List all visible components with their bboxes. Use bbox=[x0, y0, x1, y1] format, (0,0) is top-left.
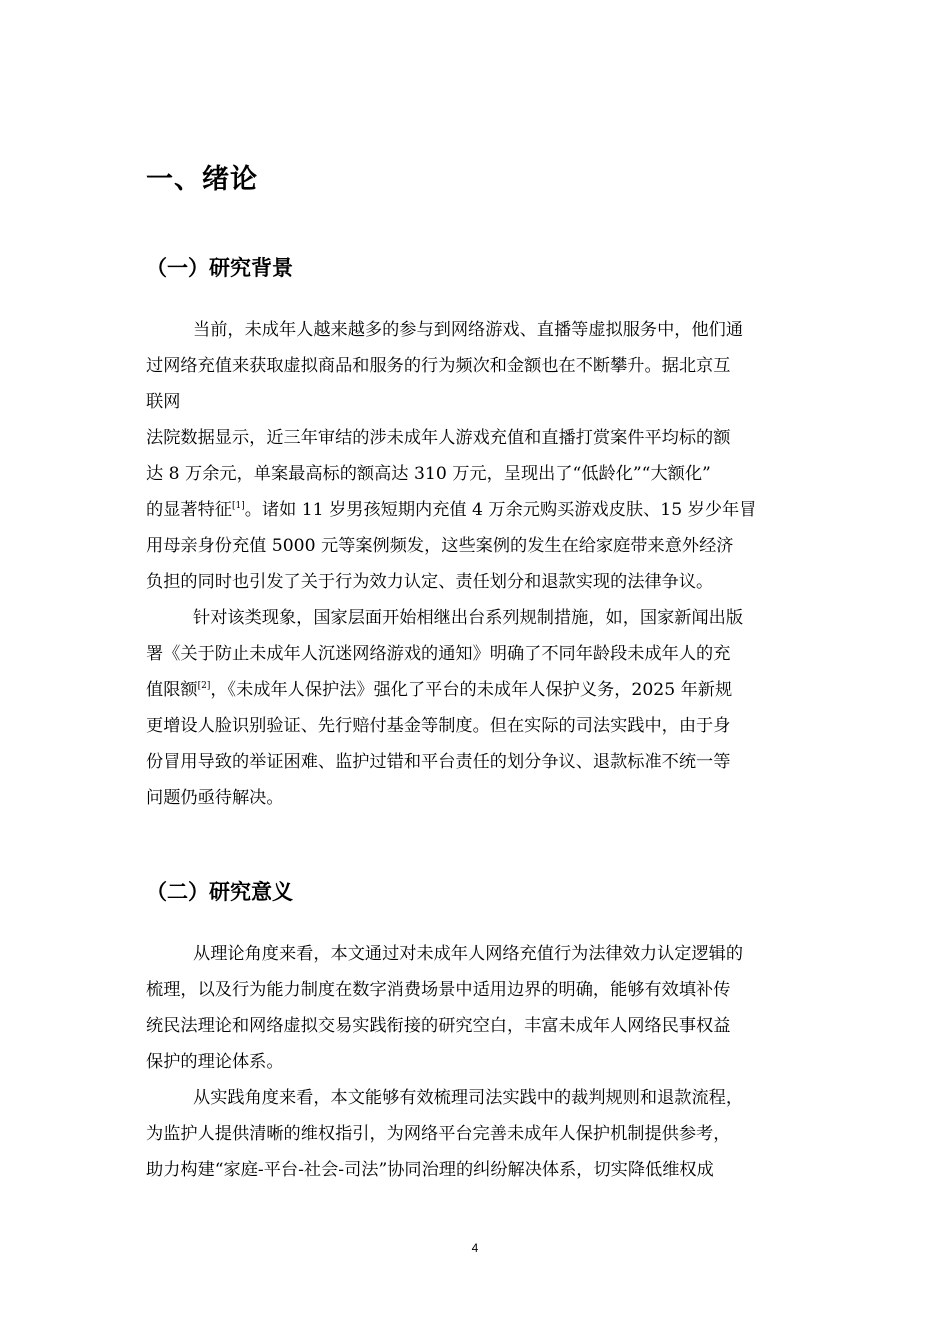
paragraph-line: 法院数据显示，近三年审结的涉未成年人游戏充值和直播打赏案件平均标的额 bbox=[146, 428, 731, 448]
paragraph-line bbox=[146, 497, 756, 523]
paragraph-line: 梳理，以及行为能力制度在数字消费场景中适用边界的明确，能够有效填补传 bbox=[146, 980, 731, 1000]
paragraph-line: 过网络充值来获取虚拟商品和服务的行为频次和金额也在不断攀升。据北京互 bbox=[146, 356, 731, 376]
paragraph-line: 从理论角度来看，本文通过对未成年人网络充值行为法律效力认定逻辑的 bbox=[193, 944, 744, 964]
paragraph-line: 保护的理论体系。 bbox=[146, 1052, 284, 1072]
section-heading-significance: （二）研究意义 bbox=[146, 880, 293, 904]
paragraph-line: 更增设人脸识别验证、先行赔付基金等制度。但在实际的司法实践中，由于身 bbox=[146, 716, 731, 736]
paragraph-line: 负担的同时也引发了关于行为效力认定、责任划分和退款实现的法律争议。 bbox=[146, 572, 714, 592]
citation-ref: [2] bbox=[197, 681, 211, 691]
section-heading-background: （一）研究背景 bbox=[146, 256, 293, 280]
text-span: 。诸如 11 岁男孩短期内充值 4 万余元购买游戏皮肤、15 岁少年冒 bbox=[244, 500, 757, 520]
text-span: 的显著特征 bbox=[146, 500, 232, 520]
page-number: 4 bbox=[471, 1241, 479, 1255]
text-span: 值限额 bbox=[146, 680, 198, 700]
paragraph-line bbox=[146, 677, 732, 703]
paragraph-line: 署《关于防止未成年人沉迷网络游戏的通知》明确了不同年龄段未成年人的充 bbox=[146, 644, 731, 664]
text-span: ，《未成年人保护法》强化了平台的未成年人保护义务，2025 年新规 bbox=[210, 680, 733, 700]
paragraph-line: 问题仍亟待解决。 bbox=[146, 788, 284, 808]
paragraph-line: 份冒用导致的举证困难、监护过错和平台责任的划分争议、退款标准不统一等 bbox=[146, 752, 731, 772]
paragraph-line: 达 8 万余元，单案最高标的额高达 310 万元，呈现出了“低龄化”“大额化” bbox=[146, 464, 711, 484]
paragraph-line: 联网 bbox=[146, 392, 181, 412]
chapter-heading: 一、绪论 bbox=[146, 164, 258, 195]
paragraph-line: 针对该类现象，国家层面开始相继出台系列规制措施，如，国家新闻出版 bbox=[193, 608, 744, 628]
paragraph-line: 助力构建“家庭-平台-社会-司法”协同治理的纠纷解决体系，切实降低维权成 bbox=[146, 1160, 714, 1180]
paragraph-line: 统民法理论和网络虚拟交易实践衔接的研究空白，丰富未成年人网络民事权益 bbox=[146, 1016, 731, 1036]
paragraph-line: 从实践角度来看，本文能够有效梳理司法实践中的裁判规则和退款流程， bbox=[193, 1088, 744, 1108]
paragraph-line: 当前，未成年人越来越多的参与到网络游戏、直播等虚拟服务中，他们通 bbox=[193, 320, 744, 340]
paragraph-line: 用母亲身份充值 5000 元等案例频发，这些案例的发生在给家庭带来意外经济 bbox=[146, 536, 734, 556]
citation-ref: [1] bbox=[231, 501, 245, 511]
paragraph-line: 为监护人提供清晰的维权指引，为网络平台完善未成年人保护机制提供参考， bbox=[146, 1124, 731, 1144]
